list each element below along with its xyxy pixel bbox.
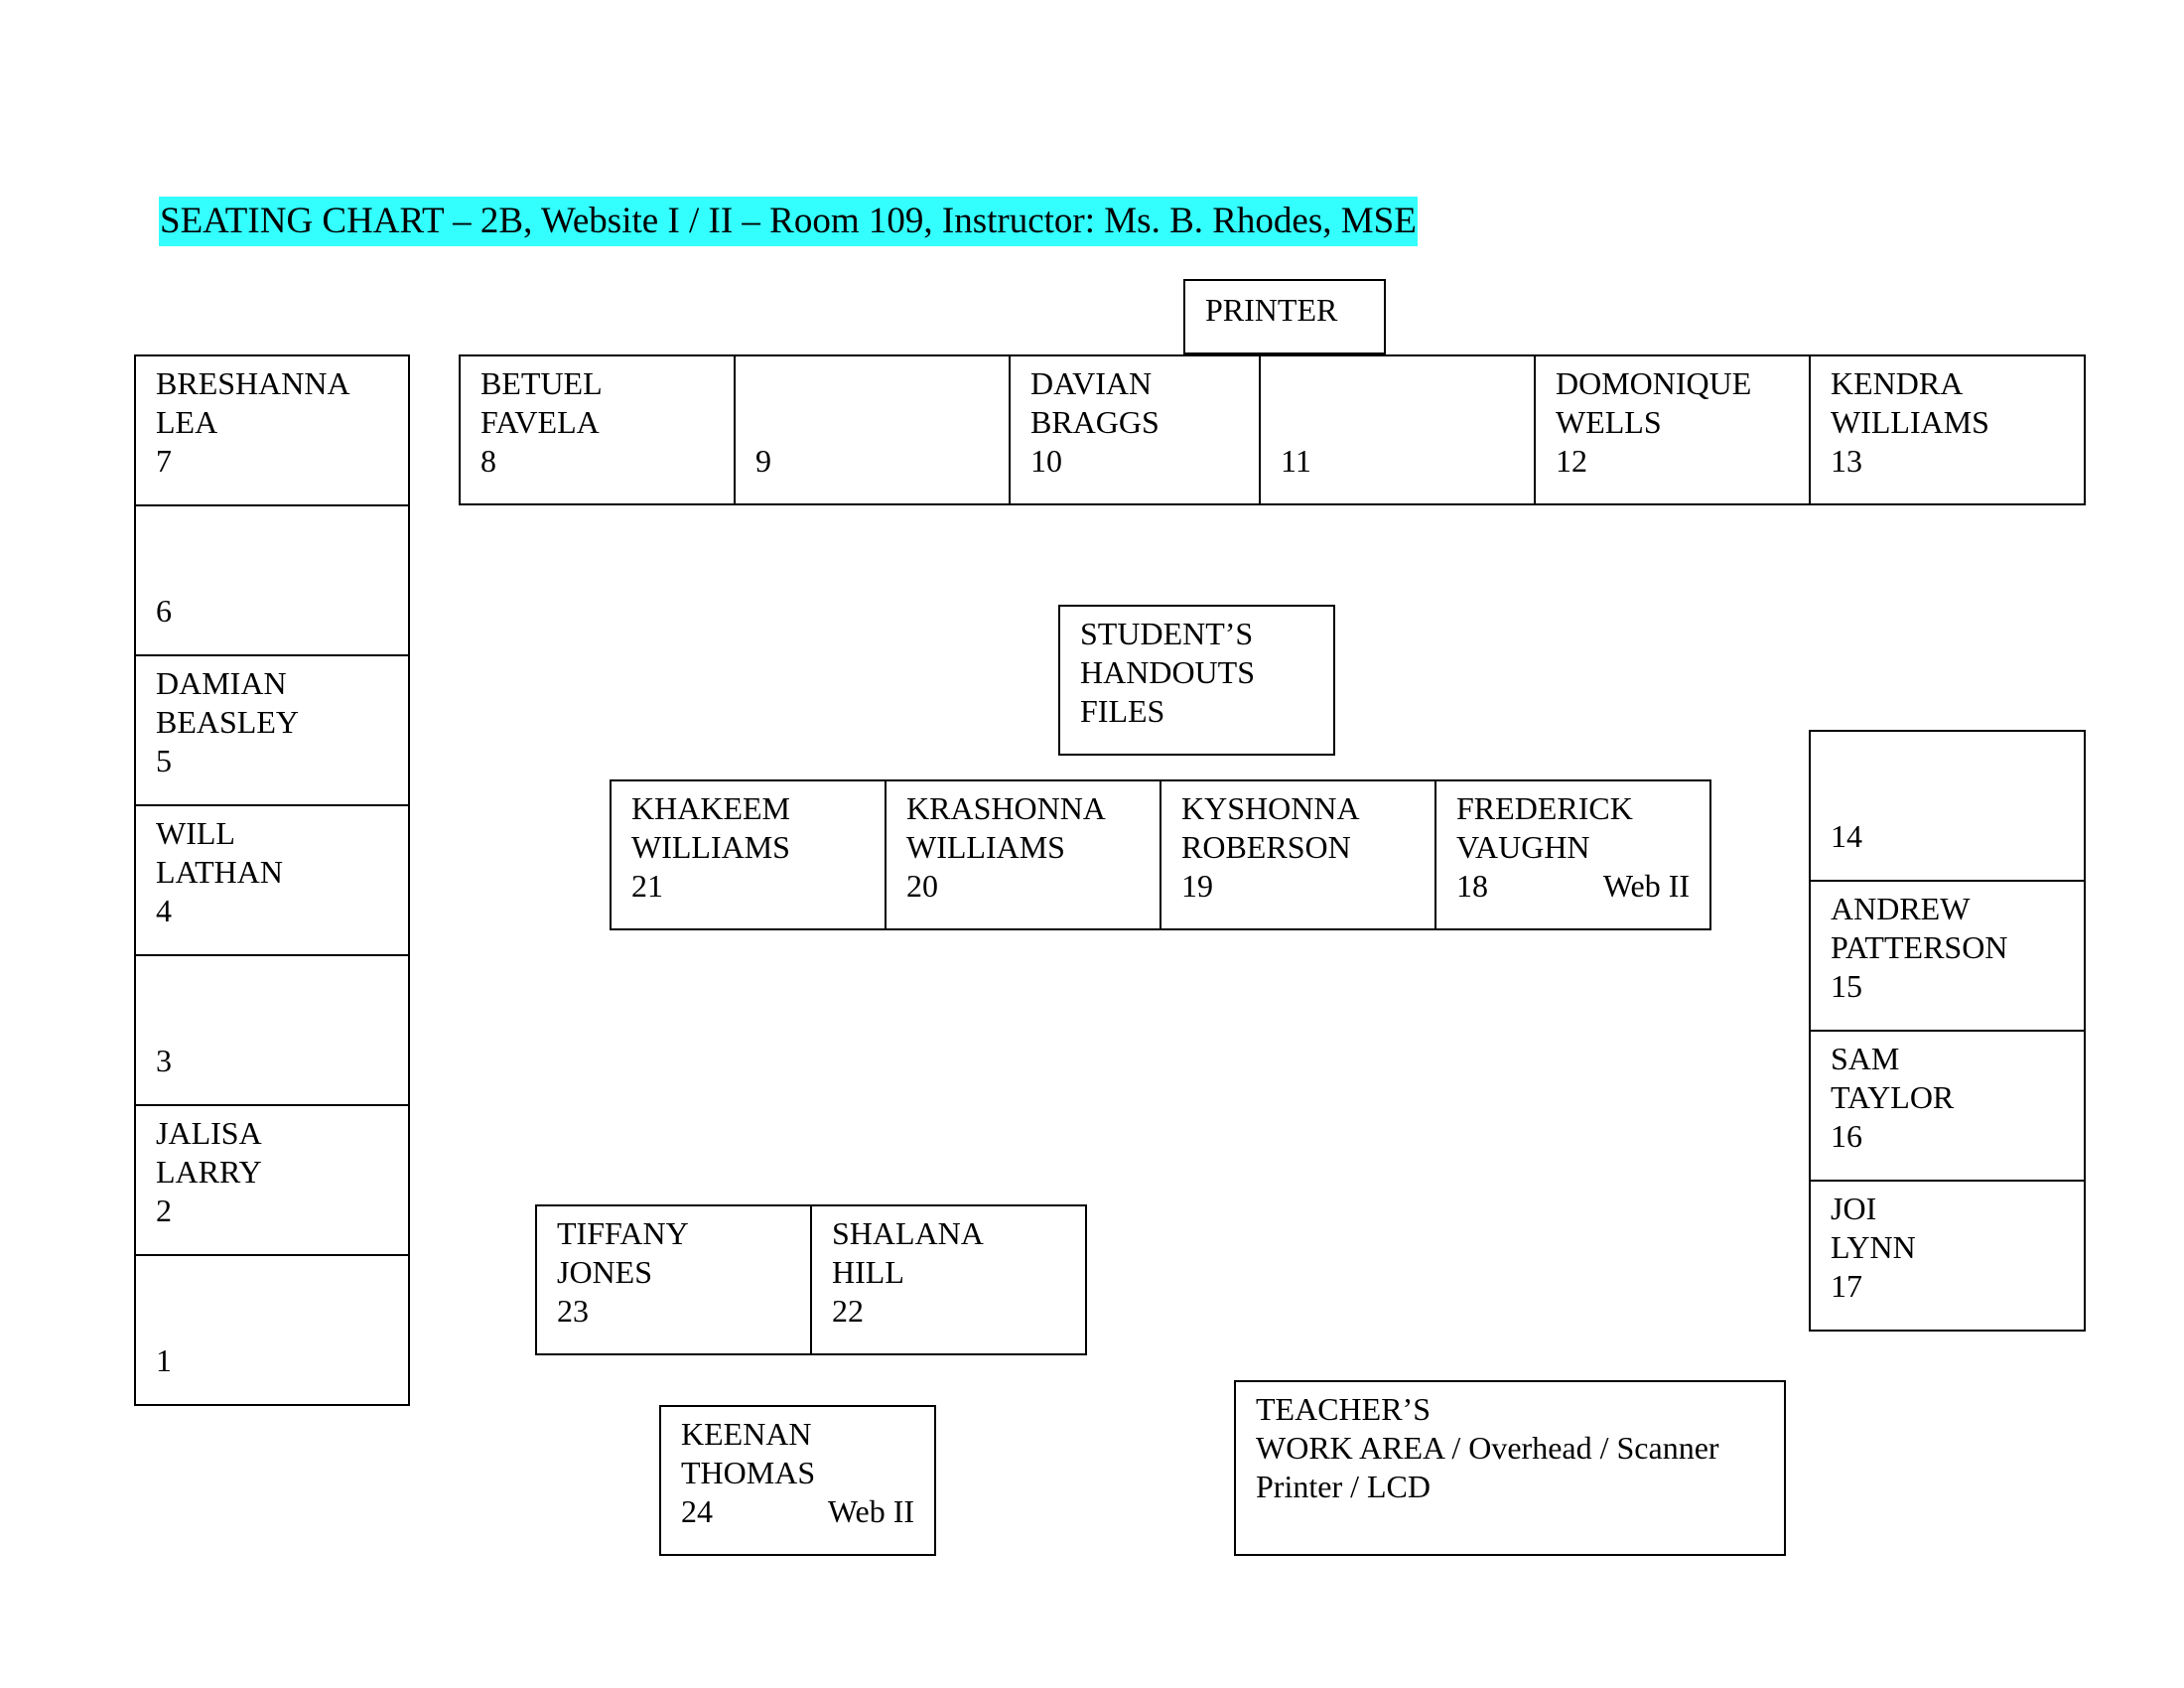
seat-first-name: DAMIAN	[156, 665, 287, 701]
seat-2[interactable]	[134, 1104, 410, 1256]
seat-first-name	[755, 364, 989, 403]
seat-last-name: LYNN	[1831, 1229, 1916, 1265]
seat-5[interactable]	[134, 654, 410, 806]
seat-number: 19	[1181, 868, 1213, 904]
seat-last-name: PATTERSON	[1831, 929, 2008, 965]
teacher-area-line: Printer / LCD	[1256, 1469, 1431, 1504]
seat-last-name: WILLIAMS	[1831, 404, 1989, 440]
seat-number: 3	[156, 1043, 172, 1078]
teacher-work-area	[1234, 1380, 1786, 1556]
seat-last-name: VAUGHN	[1456, 829, 1590, 865]
seat-7[interactable]	[134, 354, 410, 506]
handouts-line: FILES	[1080, 693, 1165, 729]
seat-last-name: TAYLOR	[1831, 1079, 1955, 1115]
seat-first-name	[156, 1264, 388, 1303]
page-title: SEATING CHART – 2B, Website I / II – Room 109, Instructor: Ms. B. Rhodes, MSE	[159, 197, 1418, 246]
seat-number: 14	[1831, 818, 1862, 854]
seat-number: 22	[832, 1293, 864, 1329]
seat-11[interactable]	[1259, 354, 1536, 505]
seat-last-name: HILL	[832, 1254, 904, 1290]
handouts-line: STUDENT’S	[1080, 616, 1254, 651]
seat-number: 16	[1831, 1118, 1862, 1154]
seat-number: 4	[156, 893, 172, 928]
seat-last-name: LARRY	[156, 1154, 262, 1190]
seat-16[interactable]	[1809, 1030, 2086, 1182]
seat-first-name: BETUEL	[480, 365, 603, 401]
seat-first-name: KENDRA	[1831, 365, 1964, 401]
seat-number: 7	[156, 443, 172, 479]
seat-last-name	[156, 553, 388, 592]
seat-first-name: FREDERICK	[1456, 790, 1633, 826]
seat-20[interactable]	[885, 779, 1161, 930]
seat-last-name: THOMAS	[681, 1455, 816, 1490]
seat-first-name	[1831, 740, 2064, 778]
seat-19[interactable]	[1160, 779, 1436, 930]
seat-first-name: BRESHANNA	[156, 365, 350, 401]
seat-14[interactable]	[1809, 730, 2086, 882]
seat-18[interactable]	[1434, 779, 1711, 930]
teacher-area-line: TEACHER’S	[1256, 1391, 1431, 1427]
seat-last-name: BEASLEY	[156, 704, 299, 740]
seat-last-name	[1831, 778, 2064, 817]
seat-24[interactable]	[659, 1405, 936, 1556]
seat-first-name: SHALANA	[832, 1215, 984, 1251]
seat-number: 13	[1831, 443, 1862, 479]
seat-number: 11	[1281, 443, 1311, 479]
seat-first-name: DOMONIQUE	[1556, 365, 1752, 401]
printer-label: PRINTER	[1205, 292, 1338, 328]
seat-first-name	[156, 514, 388, 553]
seat-3[interactable]	[134, 954, 410, 1106]
seat-15[interactable]	[1809, 880, 2086, 1032]
seat-12[interactable]	[1534, 354, 1811, 505]
seat-9[interactable]	[734, 354, 1011, 505]
seat-note: Web II	[827, 1493, 914, 1529]
seat-first-name	[1281, 364, 1514, 403]
seat-last-name	[156, 1303, 388, 1341]
seat-last-name: JONES	[557, 1254, 653, 1290]
seat-first-name: KHAKEEM	[631, 790, 790, 826]
seat-number: 6	[156, 593, 172, 629]
seat-number: 5	[156, 743, 172, 778]
seat-first-name: DAVIAN	[1030, 365, 1153, 401]
seat-number: 17	[1831, 1268, 1862, 1304]
seat-first-name: KRASHONNA	[906, 790, 1106, 826]
seat-number: 8	[480, 443, 496, 479]
handouts-box	[1058, 605, 1335, 756]
seat-21[interactable]	[610, 779, 887, 930]
seat-first-name	[156, 964, 388, 1003]
seat-number: 15	[1831, 968, 1862, 1004]
seat-13[interactable]	[1809, 354, 2086, 505]
seat-23[interactable]	[535, 1204, 812, 1355]
seat-last-name: WELLS	[1556, 404, 1662, 440]
seat-number: 20	[906, 868, 938, 904]
seat-first-name: KYSHONNA	[1181, 790, 1360, 826]
seat-17[interactable]	[1809, 1180, 2086, 1332]
seat-number: 1	[156, 1342, 172, 1378]
seat-last-name	[1281, 403, 1514, 442]
printer-box	[1183, 279, 1386, 354]
seat-first-name: SAM	[1831, 1041, 1900, 1076]
seat-first-name: ANDREW	[1831, 891, 1971, 926]
seat-number: 21	[631, 868, 663, 904]
seat-first-name: KEENAN	[681, 1416, 812, 1452]
seat-last-name	[755, 403, 989, 442]
seat-last-name: WILLIAMS	[631, 829, 790, 865]
seat-last-name: FAVELA	[480, 404, 600, 440]
seat-first-name: JALISA	[156, 1115, 262, 1151]
seat-10[interactable]	[1009, 354, 1261, 505]
seat-8[interactable]	[459, 354, 736, 505]
seat-number: 9	[755, 443, 771, 479]
seat-number: 2	[156, 1193, 172, 1228]
seat-first-name: WILL	[156, 815, 235, 851]
seat-last-name: ROBERSON	[1181, 829, 1351, 865]
seat-note: Web II	[1602, 868, 1690, 904]
handouts-line: HANDOUTS	[1080, 654, 1255, 690]
seat-number: 18	[1456, 868, 1488, 904]
seat-1[interactable]	[134, 1254, 410, 1406]
seat-last-name	[156, 1003, 388, 1042]
seat-number: 24	[681, 1493, 713, 1529]
seat-6[interactable]	[134, 504, 410, 656]
seat-4[interactable]	[134, 804, 410, 956]
seat-22[interactable]	[810, 1204, 1087, 1355]
seat-first-name: JOI	[1831, 1191, 1877, 1226]
seat-number: 23	[557, 1293, 589, 1329]
seat-last-name: WILLIAMS	[906, 829, 1065, 865]
teacher-area-line: WORK AREA / Overhead / Scanner	[1256, 1430, 1719, 1466]
seat-first-name: TIFFANY	[557, 1215, 689, 1251]
seat-last-name: BRAGGS	[1030, 404, 1160, 440]
seat-number: 12	[1556, 443, 1587, 479]
seat-number: 10	[1030, 443, 1062, 479]
seat-last-name: LEA	[156, 404, 218, 440]
seat-last-name: LATHAN	[156, 854, 283, 890]
